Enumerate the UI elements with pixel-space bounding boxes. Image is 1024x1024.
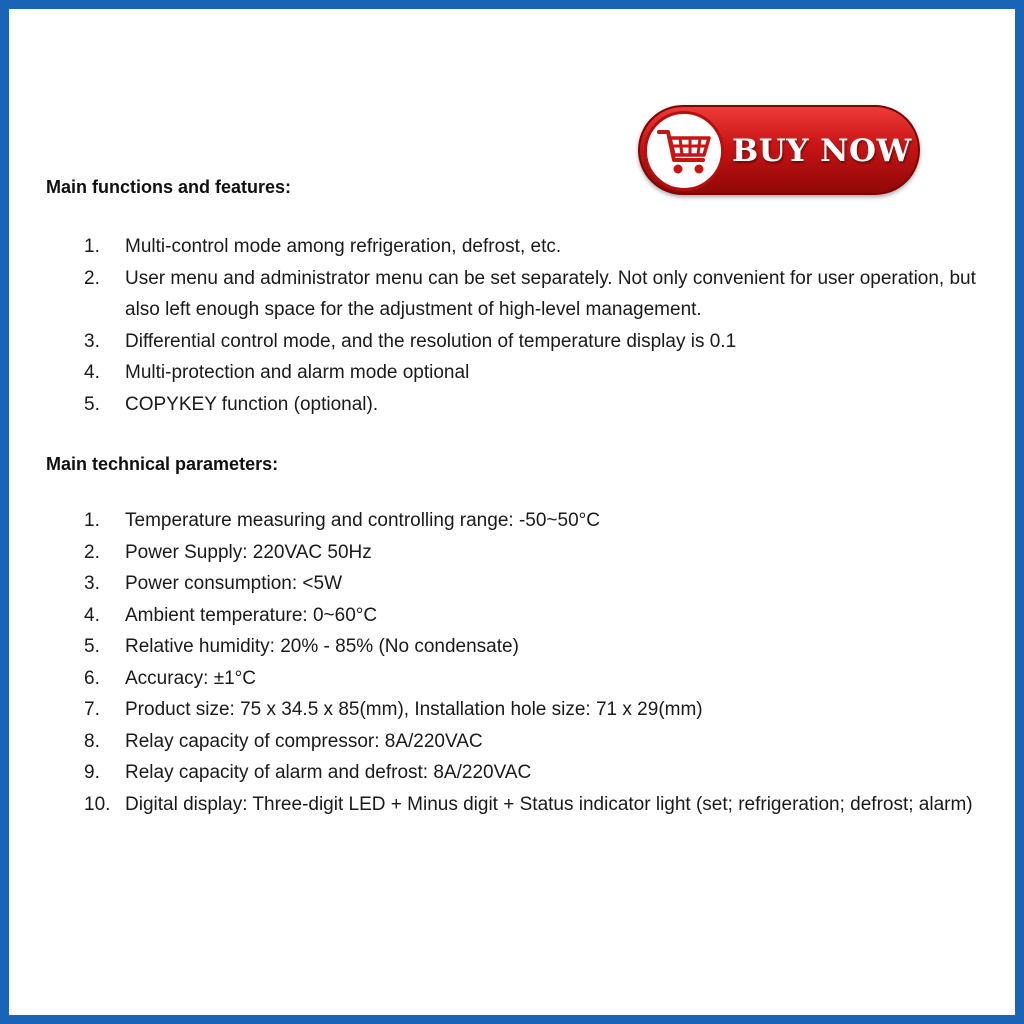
item-number: 2.	[84, 541, 100, 563]
list-item	[0, 231, 1024, 263]
item-text: COPYKEY function (optional).	[125, 393, 379, 415]
buy-now-button[interactable]	[638, 105, 920, 195]
item-text: Power consumption: <5W	[125, 573, 343, 594]
item-text: Power Supply: 220VAC 50Hz	[125, 541, 372, 563]
item-number: 7.	[84, 699, 100, 720]
list-item	[0, 389, 1024, 421]
item-text: Multi-control mode among refrigeration, defrost, etc.	[125, 236, 562, 257]
list-item	[0, 694, 1024, 726]
item-number: 9.	[84, 762, 100, 783]
list-item	[0, 568, 1024, 600]
list-item	[0, 631, 1024, 663]
item-text: Ambient temperature: 0~60°C	[125, 604, 378, 626]
list-item	[0, 505, 1024, 537]
cart-badge	[644, 111, 724, 191]
item-number: 4.	[84, 362, 100, 383]
item-number: 3.	[84, 573, 100, 594]
list-item	[0, 726, 1024, 758]
item-number: 4.	[84, 604, 100, 626]
list-item	[0, 537, 1024, 569]
item-text: Temperature measuring and controlling range: -50~50°C	[125, 510, 600, 531]
list-item	[0, 663, 1024, 695]
item-text: Accuracy: ±1°C	[125, 667, 257, 689]
item-text: Relay capacity of alarm and defrost: 8A/220VAC	[125, 762, 532, 783]
item-text: Product size: 75 x 34.5 x 85(mm), Installation hole size: 71 x 29(mm)	[125, 699, 703, 720]
list-item	[0, 757, 1024, 789]
section-heading-features: Main functions and features:	[46, 177, 292, 197]
list-item	[0, 263, 1024, 326]
item-text: Relay capacity of compressor: 8A/220VAC	[125, 730, 483, 752]
item-number: 2.	[84, 267, 100, 289]
item-number: 8.	[84, 730, 100, 752]
item-number: 1.	[84, 236, 100, 257]
item-number: 10.	[84, 793, 111, 815]
section-heading-parameters: Main technical parameters:	[46, 454, 279, 474]
item-number: 5.	[84, 393, 100, 415]
item-text: Multi-protection and alarm mode optional	[125, 362, 470, 383]
item-number: 1.	[84, 510, 100, 531]
item-number: 3.	[84, 330, 100, 352]
item-text: User menu and administrator menu can be set separately. Not only convenient for user operation, but also left enough space for the adjustment of high-level management.	[125, 267, 976, 320]
shopping-cart-icon	[657, 126, 713, 180]
list-item	[0, 789, 1024, 821]
list-item	[0, 600, 1024, 632]
item-number: 6.	[84, 667, 100, 689]
list-item	[0, 326, 1024, 358]
item-text: Relative humidity: 20% - 85% (No condensate)	[125, 636, 519, 657]
list-item	[0, 357, 1024, 389]
item-text: Digital display: Three-digit LED + Minus digit + Status indicator light (set; refrigeration; defrost; alarm)	[125, 793, 973, 815]
features-list	[0, 231, 1024, 420]
item-number: 5.	[84, 636, 100, 657]
buy-now-label: BUY NOW	[732, 133, 912, 169]
item-text: Differential control mode, and the resolution of temperature display is 0.1	[125, 330, 737, 352]
parameters-list	[0, 505, 1024, 820]
